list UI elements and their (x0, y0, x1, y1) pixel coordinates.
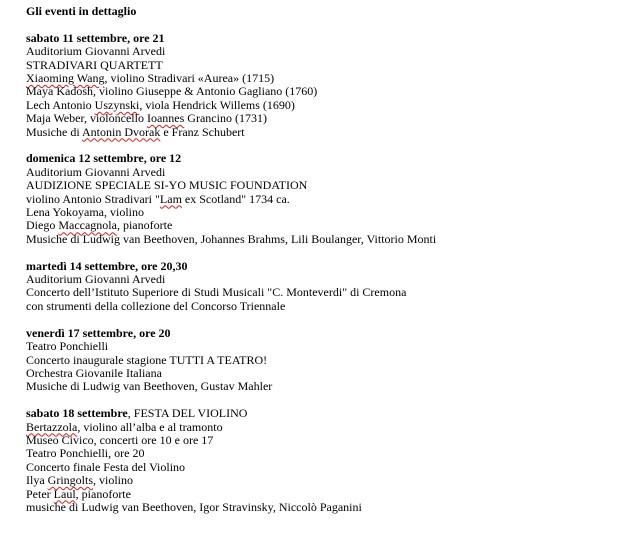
event-detail-line (26, 354, 611, 367)
event-detail-line (26, 85, 611, 98)
text-run: , violino all’alba e al tramonto (77, 419, 223, 434)
text-run: Concerto inaugurale stagione TUTTI A TEATRO! (26, 352, 268, 367)
spellcheck-flagged-word: Xiaoming Wang (26, 71, 105, 86)
spellcheck-flagged-word: Laul (53, 486, 76, 501)
spellcheck-flagged-word: Gringolts (47, 473, 93, 488)
event-detail-line (26, 112, 611, 125)
event-heading (26, 407, 611, 420)
event-heading (26, 260, 611, 273)
text-run: Concerto finale Festa del Violino (26, 459, 186, 474)
text-run: , pianoforte (75, 486, 131, 501)
text-run: AUDIZIONE SPECIALE SI-YO MUSIC FOUNDATION (26, 178, 308, 193)
event-detail-line (26, 72, 611, 85)
event-detail-line (26, 233, 611, 246)
event-heading (26, 327, 611, 340)
event-detail-line (26, 179, 611, 192)
spellcheck-flagged-word: Bertazzola (26, 419, 78, 434)
text-run: Diego (26, 218, 59, 233)
text-run: Maja Weber, violoncello (26, 111, 147, 126)
document-body[interactable] (26, 5, 611, 528)
event-section (26, 407, 611, 514)
event-detail-line (26, 126, 611, 139)
text-run: musiche di Ludwig van Beethoven, Igor Stravinsky, Niccolò Paganini (26, 499, 362, 514)
text-run: Peter (26, 486, 54, 501)
event-detail-line (26, 286, 611, 299)
event-detail-line (26, 367, 611, 380)
text-run: Musiche di Ludwig van Beethoven, Johannes Brahms, Lili Boulanger, Vittorio Monti (26, 231, 437, 246)
event-detail-line (26, 340, 611, 353)
event-heading (26, 32, 611, 45)
text-run: , violino Stradivari «Aurea» (1715) (104, 71, 275, 86)
event-detail-line (26, 166, 611, 179)
text-run: Museo Civico, concerti ore 10 e ore 17 (26, 432, 214, 447)
event-date-time: martedì 14 settembre, ore 20,30 (26, 258, 188, 273)
text-run: Concerto dell’Istituto Superiore di Studi Musicali "C. Monteverdi" di Cremona (26, 285, 407, 300)
event-list (26, 32, 611, 515)
event-date-time: sabato 11 settembre, ore 21 (26, 30, 165, 45)
event-date-time: domenica 12 settembre, ore 12 (26, 151, 182, 166)
event-date-time: venerdì 17 settembre, ore 20 (26, 325, 171, 340)
text-run: Lena Yokoyama, violino (26, 205, 144, 220)
event-detail-line (26, 488, 611, 501)
event-detail-line (26, 59, 611, 72)
event-detail-line (26, 45, 611, 58)
spellcheck-flagged-word: Antonin Dvorak (82, 124, 161, 139)
text-run: Lech Antonio (26, 97, 95, 112)
spellcheck-flagged-word: Ioannes (146, 111, 185, 126)
spellcheck-flagged-word: Maccagnola (58, 218, 117, 233)
event-detail-line (26, 461, 611, 474)
event-detail-line (26, 206, 611, 219)
text-run: ex Scotland" 1734 ca. (181, 191, 290, 206)
event-section (26, 32, 611, 139)
event-detail-line (26, 447, 611, 460)
document-title: Gli eventi in dettaglio (26, 4, 137, 18)
event-detail-line (26, 219, 611, 232)
event-detail-line (26, 380, 611, 393)
event-detail-line (26, 501, 611, 514)
event-detail-line (26, 474, 611, 487)
event-date-time: sabato 18 settembre (26, 406, 128, 421)
text-run: STRADIVARI QUARTETT (26, 57, 163, 72)
text-run: Auditorium Giovanni Arvedi (26, 44, 166, 59)
text-run: violino Antonio Stradivari " (26, 191, 160, 206)
spellcheck-flagged-word: Uszynski (94, 97, 140, 112)
event-detail-line (26, 273, 611, 286)
event-heading (26, 152, 611, 165)
text-run: Grancino (1731) (184, 111, 267, 126)
event-section (26, 260, 611, 314)
event-section (26, 152, 611, 246)
text-run: Teatro Ponchielli, ore 20 (26, 446, 145, 461)
event-detail-line (26, 434, 611, 447)
text-run: Maya Kadosh, violino Giuseppe & Antonio Gagliano (1760) (26, 84, 318, 99)
spellcheck-flagged-word: Lam (159, 191, 182, 206)
text-run: , violino (93, 473, 134, 488)
text-run: Musiche di (26, 124, 82, 139)
text-run: Teatro Ponchielli (26, 339, 109, 354)
event-detail-line (26, 193, 611, 206)
event-detail-line (26, 300, 611, 313)
text-run: con strumenti della collezione del Concorso Triennale (26, 298, 286, 313)
text-run: Ilya (26, 473, 48, 488)
text-run: Musiche di Ludwig van Beethoven, Gustav Mahler (26, 379, 273, 394)
text-run: e Franz Schubert (160, 124, 245, 139)
text-run: , pianoforte (116, 218, 173, 233)
text-run: Auditorium Giovanni Arvedi (26, 272, 166, 287)
event-heading-suffix: , FESTA DEL VIOLINO (127, 406, 248, 421)
text-run: Orchestra Giovanile Italiana (26, 365, 162, 380)
text-run: , viola Hendrick Willems (1690) (139, 97, 295, 112)
text-run: Auditorium Giovanni Arvedi (26, 164, 166, 179)
event-detail-line (26, 421, 611, 434)
event-section (26, 327, 611, 394)
event-detail-line (26, 99, 611, 112)
